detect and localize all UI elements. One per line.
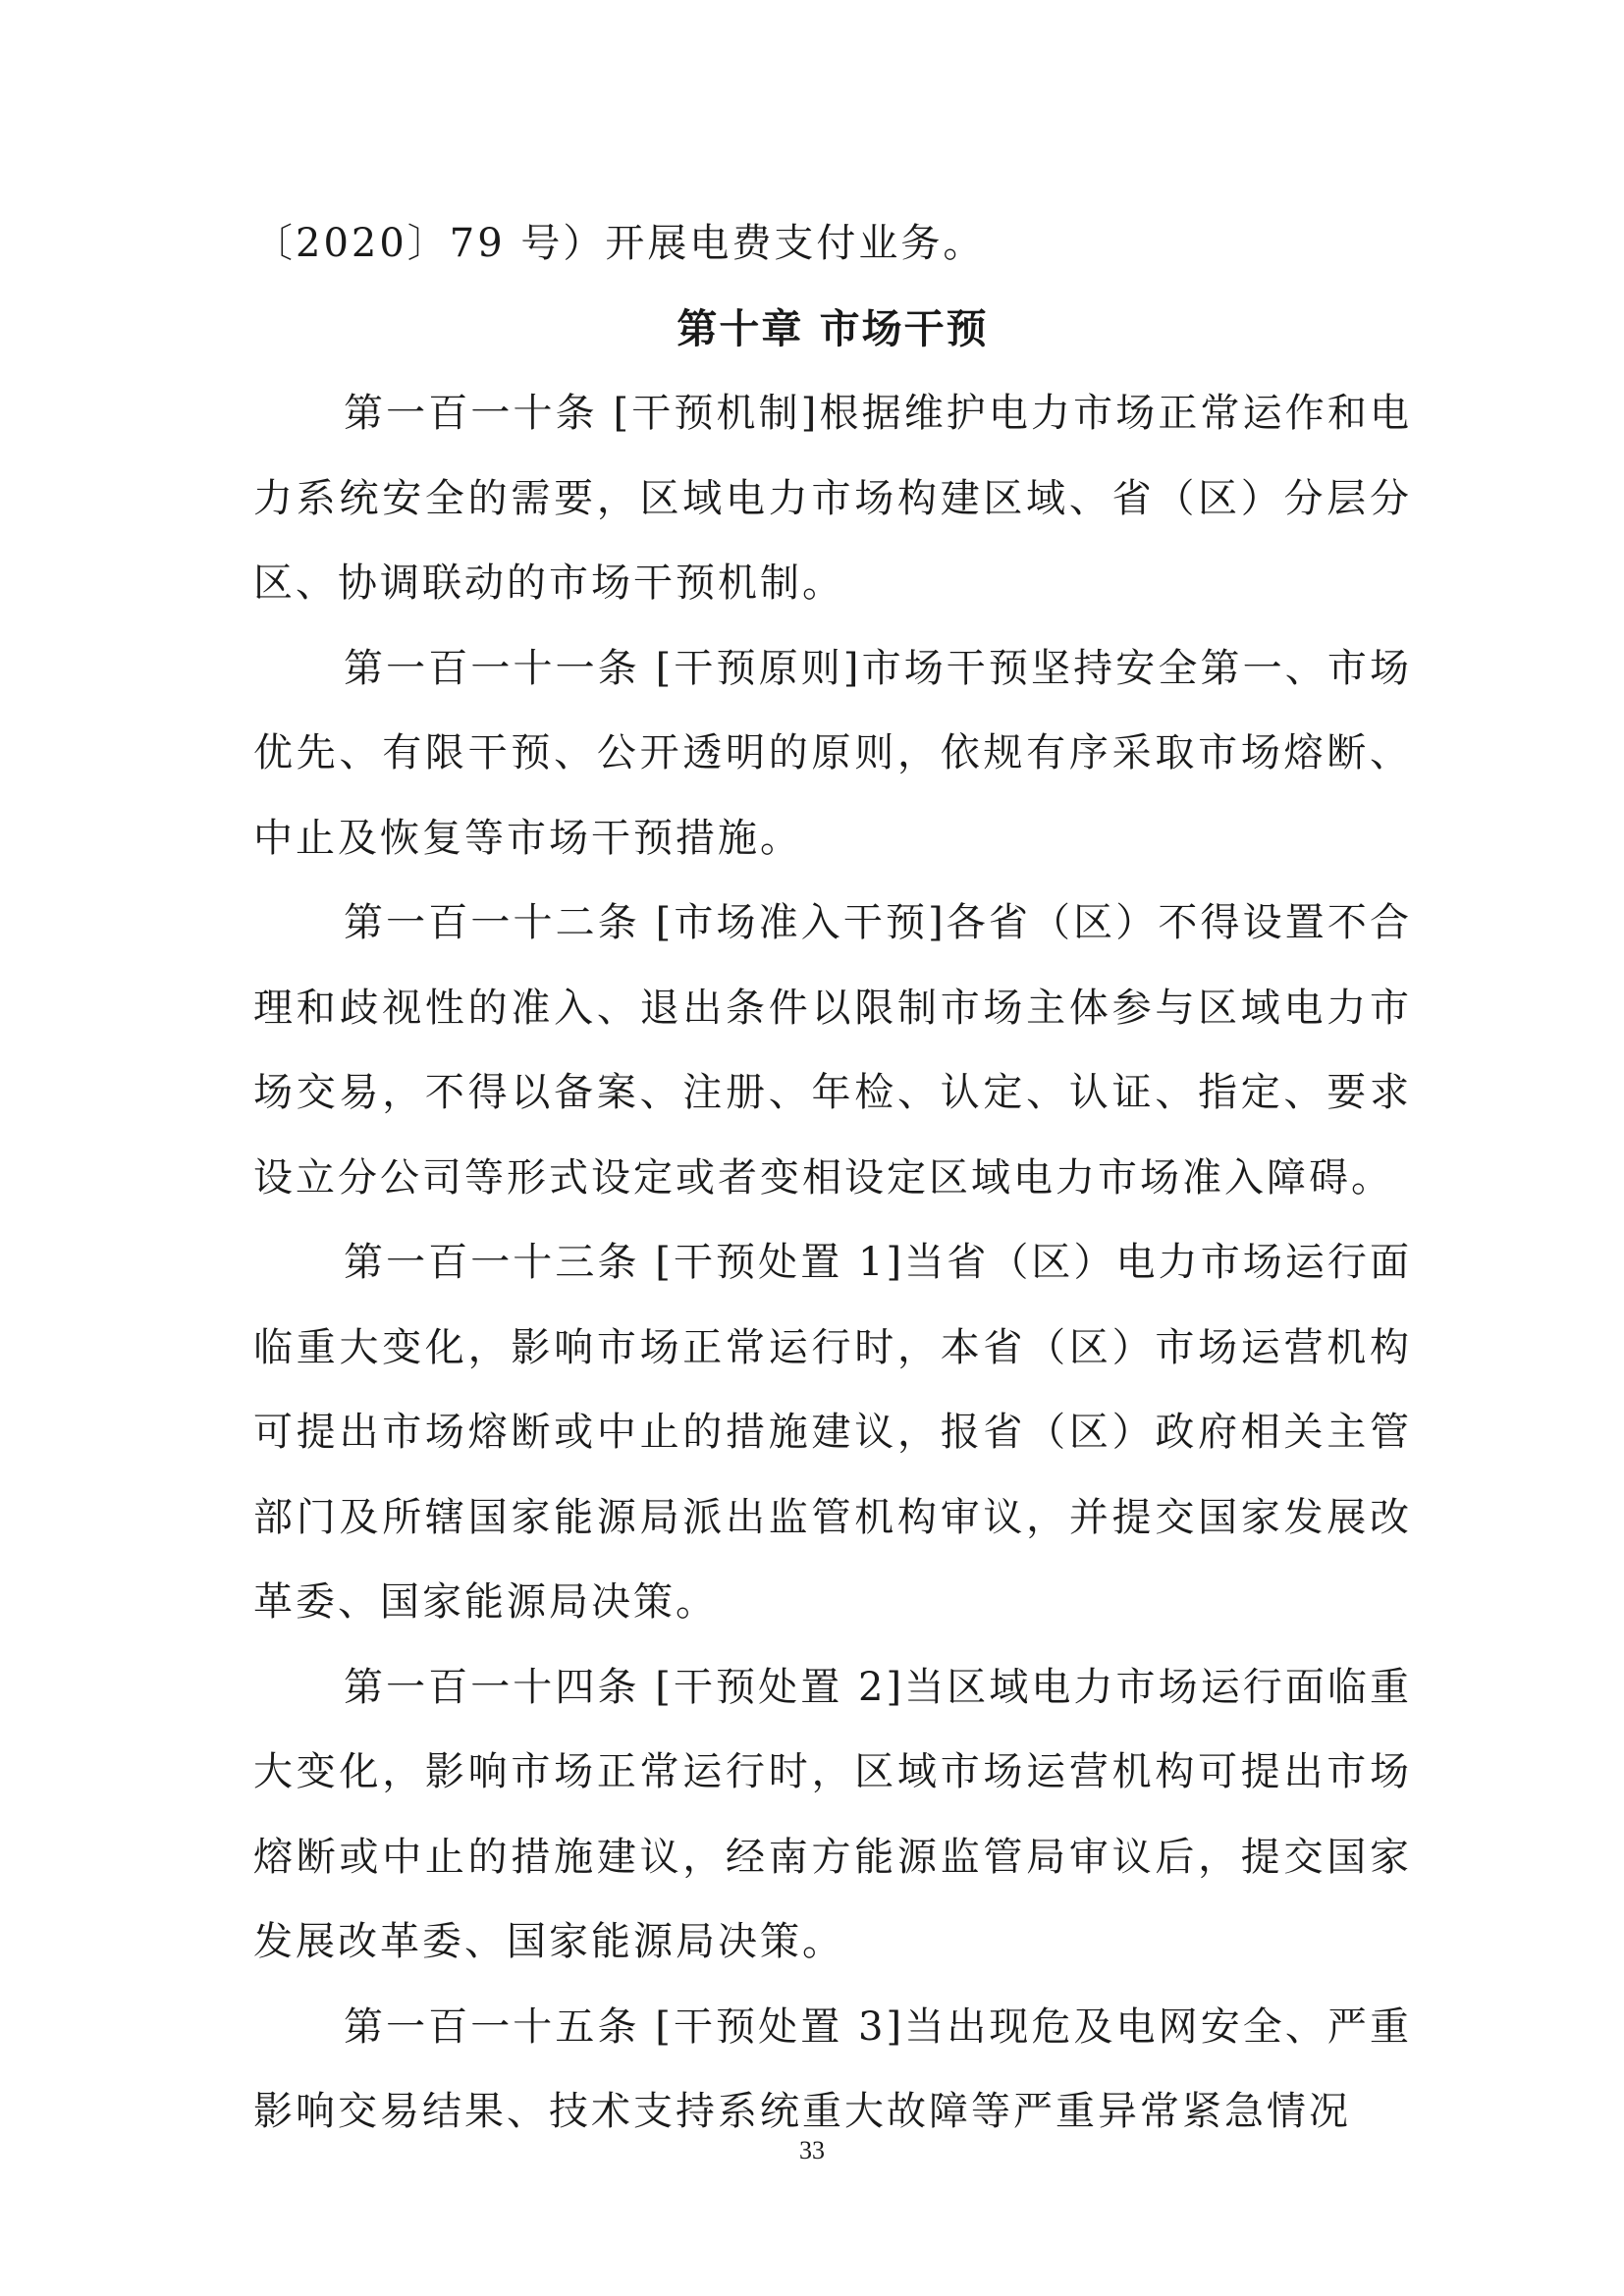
chapter-title: 第十章 市场干预: [677, 304, 989, 352]
article-114-paragraph: 第一百一十四条 [干预处置 2]当区域电力市场运行面临重大变化，影响市场正常运行时，区域市场运营机构可提出市场熔断或中止的措施建议，经南方能源监管局审议后，提交国家发展改革委、国家能源局决策。: [253, 1664, 1412, 1964]
article-112-paragraph: 第一百一十二条 [市场准入干预]各省（区）不得设置不合理和歧视性的准入、退出条件以限制市场主体参与区域电力市场交易，不得以备案、注册、年检、认定、认证、指定、要求设立分公司等形式设定或者变相设定区域电力市场准入障碍。: [253, 900, 1412, 1201]
page-number: 33: [799, 2136, 825, 2164]
article-111-paragraph: 第一百一十一条 [干预原则]市场干预坚持安全第一、市场优先、有限干预、公开透明的原则，依规有序采取市场熔断、中止及恢复等市场干预措施。: [253, 645, 1412, 861]
article-110-paragraph: 第一百一十条 [干预机制]根据维护电力市场正常运作和电力系统安全的需要，区域电力市场构建区域、省（区）分层分区、协调联动的市场干预机制。: [253, 391, 1412, 606]
document-body: [253, 201, 1412, 2155]
continuation-paragraph: 〔2020〕79 号）开展电费支付业务。: [253, 221, 986, 266]
article-113-paragraph: 第一百一十三条 [干预处置 1]当省（区）电力市场运行面临重大变化，影响市场正常运行时，本省（区）市场运营机构可提出市场熔断或中止的措施建议，报省（区）政府相关主管部门及所辖国家能源局派出监管机构审议，并提交国家发展改革委、国家能源局决策。: [253, 1240, 1412, 1625]
article-115-paragraph: 第一百一十五条 [干预处置 3]当出现危及电网安全、严重影响交易结果、技术支持系统重大故障等严重异常紧急情况: [253, 2003, 1412, 2134]
